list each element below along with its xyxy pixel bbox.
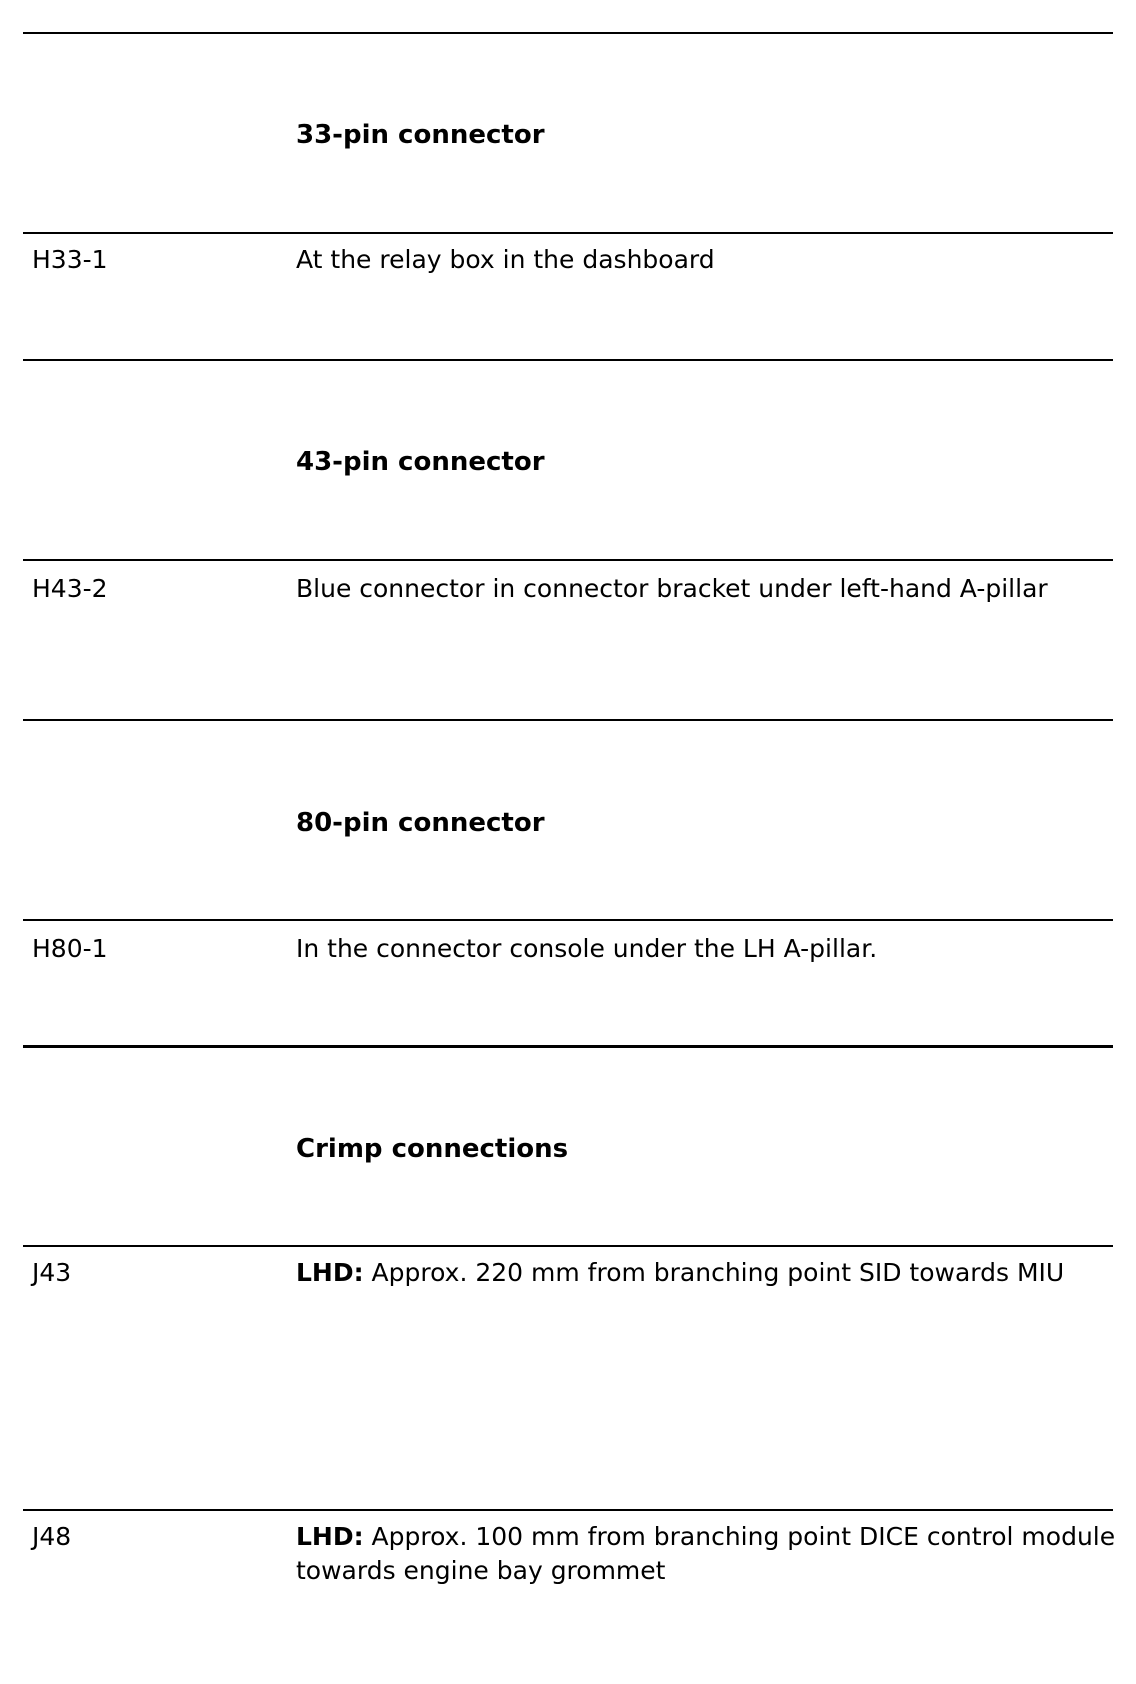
row-description: [296, 1520, 1116, 1588]
row-code: H33-1: [32, 245, 108, 274]
rule-top: [23, 32, 1113, 34]
rule: [23, 1509, 1113, 1511]
rule: [23, 919, 1113, 921]
row-code: J48: [32, 1522, 72, 1551]
section-heading-crimp: Crimp connections: [296, 1134, 569, 1164]
rule: [23, 1245, 1113, 1247]
row-text: Approx. 220 mm from branching point SID towards MIU: [363, 1258, 1065, 1287]
row-text: Approx. 100 mm from branching point DICE control module towards engine bay grommet: [296, 1522, 1116, 1585]
rule: [23, 359, 1113, 361]
row-code: H80-1: [32, 934, 108, 963]
row-prefix: LHD:: [296, 1258, 364, 1287]
section-heading-43-pin: 43-pin connector: [296, 447, 545, 477]
section-heading-80-pin: 80-pin connector: [296, 808, 545, 838]
row-code: J43: [32, 1258, 72, 1287]
row-description: [296, 1256, 1116, 1290]
row-description: At the relay box in the dashboard: [296, 245, 715, 274]
row-description: In the connector console under the LH A-pillar.: [296, 934, 878, 963]
row-prefix: LHD:: [296, 1522, 364, 1551]
row-code: H43-2: [32, 574, 108, 603]
section-heading-33-pin: 33-pin connector: [296, 120, 545, 150]
rule: [23, 1045, 1113, 1048]
rule: [23, 232, 1113, 234]
rule: [23, 719, 1113, 721]
rule: [23, 559, 1113, 561]
row-description: Blue connector in connector bracket under left-hand A-pillar: [296, 574, 1048, 603]
